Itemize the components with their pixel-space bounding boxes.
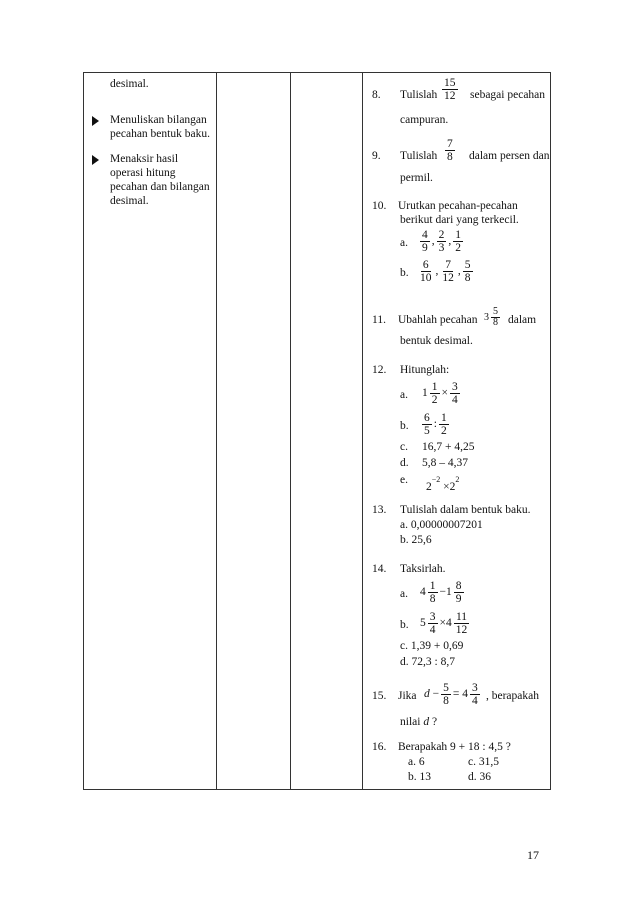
question-text: Tulislah dalam bentuk baku. <box>400 504 531 516</box>
question-number: 8. <box>372 89 381 101</box>
fraction <box>440 77 460 102</box>
expression <box>426 473 459 494</box>
fraction-numerator: 5 <box>493 306 498 317</box>
answer-option: a. 6 <box>408 756 425 768</box>
mixed-whole: 1 <box>422 387 428 400</box>
operator: × <box>439 617 446 630</box>
fraction-numerator: 7 <box>445 259 451 271</box>
fraction-numerator: 5 <box>443 682 449 694</box>
question-text-part: nilai <box>400 716 421 728</box>
fraction-denominator: 8 <box>443 695 449 707</box>
fraction-numerator: 11 <box>455 611 468 623</box>
item-label: b. <box>400 267 409 279</box>
left-text: desimal. <box>110 78 149 90</box>
question-text: dalam <box>508 314 537 326</box>
fraction-list <box>416 259 475 284</box>
item-label: c. <box>400 441 408 453</box>
expression <box>420 412 451 437</box>
question-number: 10. <box>372 200 387 212</box>
power-base: 2 <box>426 481 432 493</box>
fraction-numerator: 7 <box>447 138 453 150</box>
item-label: d. <box>400 457 409 469</box>
fraction-denominator: 12 <box>444 90 456 102</box>
question-number: 16. <box>372 741 387 753</box>
question-text: , berapakah <box>486 690 539 702</box>
power-base: 2 <box>449 481 456 493</box>
fraction-numerator: 1 <box>431 381 438 393</box>
item-text: b. 25,6 <box>400 534 432 546</box>
separator: , <box>431 235 435 248</box>
column-border <box>83 72 84 790</box>
arrow-bullet-icon <box>92 153 99 167</box>
question-text: Tulislah <box>400 89 438 101</box>
fraction-numerator: 3 <box>429 611 436 623</box>
fraction-denominator: 9 <box>455 593 462 605</box>
variable: d <box>423 716 430 728</box>
separator: , <box>448 235 452 248</box>
question-number: 15. <box>372 690 387 702</box>
table-top-border <box>83 72 551 73</box>
fraction-numerator: 3 <box>452 381 458 393</box>
question-text: Hitunglah: <box>400 364 450 376</box>
power-exponent: 2 <box>455 475 460 484</box>
left-text: pecahan bentuk baku. <box>110 128 210 140</box>
operator: = <box>452 688 460 701</box>
fraction-denominator: 2 <box>455 242 461 254</box>
expression: 16,7 + 4,25 <box>422 441 475 453</box>
separator: , <box>457 265 461 278</box>
question-text: Urutkan pecahan-pecahan <box>398 200 518 212</box>
question-number: 14. <box>372 563 387 575</box>
fraction-denominator: 4 <box>429 624 436 636</box>
mixed-number <box>484 307 502 328</box>
fraction-numerator: 6 <box>424 412 430 424</box>
fraction-numerator: 3 <box>472 682 478 694</box>
item-text: d. 72,3 : 8,7 <box>400 656 455 668</box>
answer-option: b. 13 <box>408 771 431 783</box>
question-number: 9. <box>372 150 381 162</box>
fraction-numerator: 8 <box>455 580 462 592</box>
mixed-whole: 4 <box>420 586 426 599</box>
question-text-part: ? <box>431 716 438 728</box>
fraction-denominator: 4 <box>452 394 458 406</box>
fraction-denominator: 8 <box>429 593 436 605</box>
fraction-denominator: 12 <box>455 624 468 636</box>
column-border <box>290 72 291 790</box>
question-text: Taksirlah. <box>400 563 446 575</box>
arrow-bullet-icon <box>92 114 99 128</box>
question-text: Berapakah 9 + 18 : 4,5 ? <box>398 741 511 753</box>
operator: − <box>439 586 446 599</box>
variable: d <box>424 688 430 701</box>
expression <box>422 381 462 406</box>
item-label: a. <box>400 389 408 401</box>
fraction-denominator: 3 <box>438 242 445 254</box>
fraction-list <box>418 229 465 254</box>
item-label: a. <box>400 588 408 600</box>
separator: , <box>435 265 439 278</box>
fraction-denominator: 8 <box>447 151 453 163</box>
operator: × <box>441 387 448 400</box>
left-text: operasi hitung <box>110 167 176 179</box>
column-border <box>550 72 551 790</box>
question-number: 11. <box>372 314 386 326</box>
equation <box>424 682 482 707</box>
expression <box>420 580 466 605</box>
question-text: sebagai pecahan <box>470 89 546 101</box>
question-text <box>400 715 437 729</box>
question-text: Ubahlah pecahan <box>398 314 478 326</box>
answer-option: d. 36 <box>468 771 491 783</box>
fraction-numerator: 5 <box>464 259 471 271</box>
left-text: Menuliskan bilangan <box>110 114 207 126</box>
operator: × <box>443 481 450 493</box>
fraction-denominator: 5 <box>424 425 430 437</box>
question-text: berikut dari yang terkecil. <box>400 214 519 226</box>
question-number: 12. <box>372 364 387 376</box>
fraction-denominator: 10 <box>420 272 432 284</box>
question-text: bentuk desimal. <box>400 335 473 347</box>
question-text: permil. <box>400 172 433 184</box>
fraction-denominator: 12 <box>442 272 454 284</box>
question-text: campuran. <box>400 114 449 126</box>
page-number: 17 <box>527 848 539 862</box>
left-text: desimal. <box>110 195 149 207</box>
left-text: Menaksir hasil <box>110 153 179 165</box>
mixed-whole: 4 <box>446 617 452 630</box>
expression: 5,8 – 4,37 <box>422 457 468 469</box>
operator: : <box>433 418 437 431</box>
power-exponent: −2 <box>431 475 441 484</box>
fraction-numerator: 2 <box>438 229 445 241</box>
mixed-whole: 1 <box>446 586 452 599</box>
item-text: a. 0,00000007201 <box>400 519 483 531</box>
mixed-whole: 3 <box>484 311 489 323</box>
fraction-denominator: 2 <box>440 425 447 437</box>
item-label: b. <box>400 619 409 631</box>
table-bottom-border <box>83 789 551 790</box>
fraction <box>443 138 457 163</box>
fraction-denominator: 8 <box>493 317 498 328</box>
column-border <box>216 72 217 790</box>
fraction-numerator: 15 <box>444 77 456 89</box>
fraction-numerator: 4 <box>422 229 428 241</box>
fraction-denominator: 2 <box>431 394 438 406</box>
item-label: a. <box>400 237 408 249</box>
item-text: c. 1,39 + 0,69 <box>400 640 464 652</box>
answer-option: c. 31,5 <box>468 756 499 768</box>
fraction-denominator: 4 <box>472 695 478 707</box>
fraction-numerator: 1 <box>440 412 447 424</box>
fraction-numerator: 6 <box>422 259 429 271</box>
fraction-numerator: 1 <box>429 580 436 592</box>
operator: − <box>432 688 440 701</box>
question-number: 13. <box>372 504 387 516</box>
expression <box>420 611 471 636</box>
item-label: e. <box>400 474 408 486</box>
fraction-denominator: 9 <box>422 242 428 254</box>
question-text: dalam persen dan <box>469 150 550 162</box>
mixed-whole: 5 <box>420 617 426 630</box>
fraction-denominator: 8 <box>464 272 471 284</box>
column-border <box>362 72 363 790</box>
left-text: pecahan dan bilangan <box>110 181 210 193</box>
mixed-whole: 4 <box>462 688 468 701</box>
item-label: b. <box>400 420 409 432</box>
question-text: Jika <box>398 690 417 702</box>
question-text: Tulislah <box>400 150 438 162</box>
fraction-numerator: 1 <box>455 229 461 241</box>
